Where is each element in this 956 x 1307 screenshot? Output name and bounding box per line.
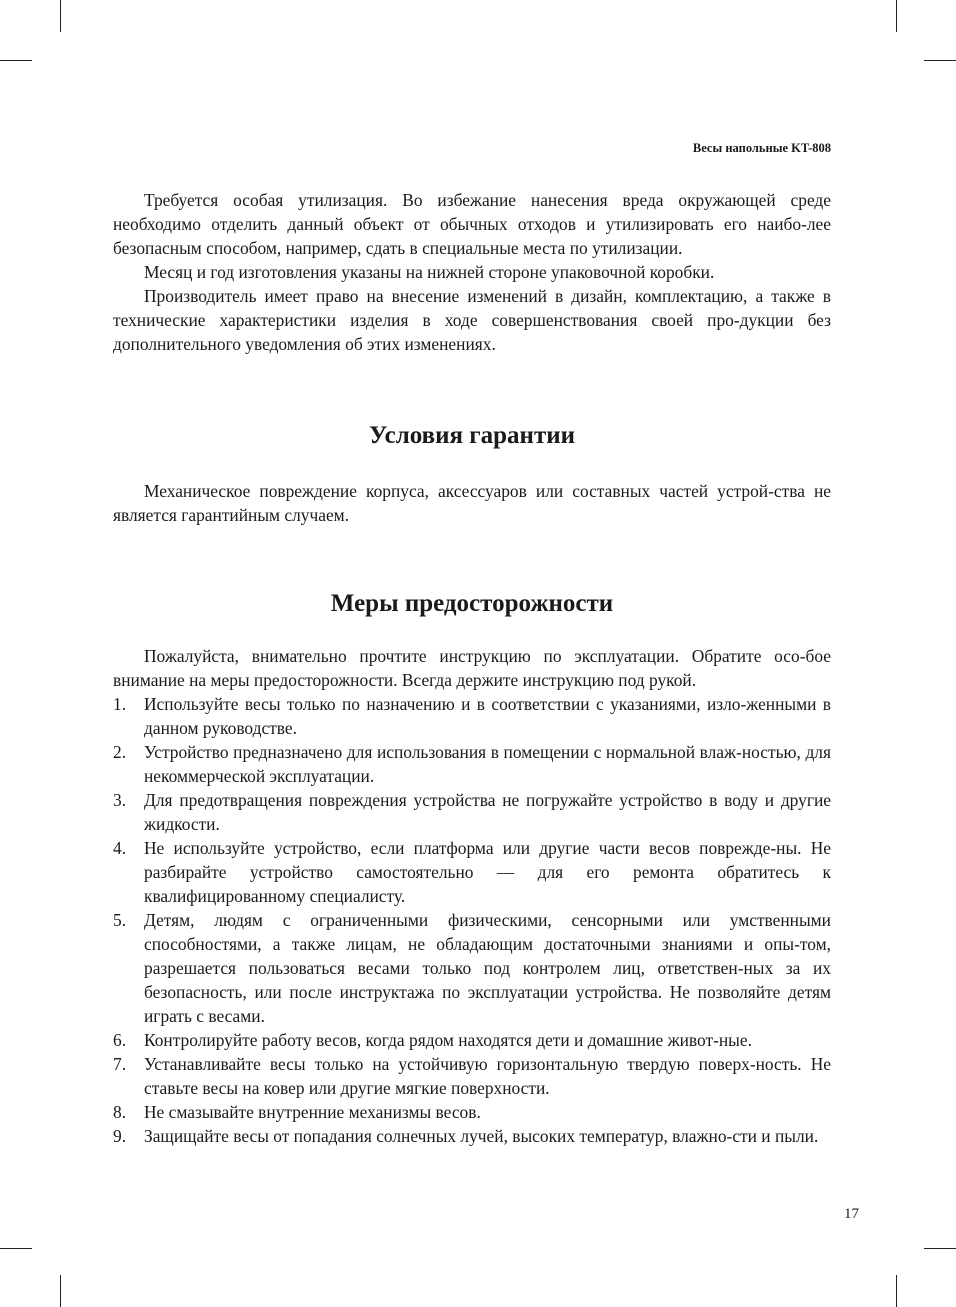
list-item bbox=[113, 836, 831, 908]
list-item bbox=[113, 1124, 831, 1148]
page-number: 17 bbox=[844, 1206, 859, 1222]
crop-mark bbox=[0, 1248, 32, 1249]
list-item-text: Устанавливайте весы только на устойчивую горизонтальную твердую поверх-ность. Не ставьте весы на ковер или другие мягкие поверхности. bbox=[144, 1054, 831, 1098]
list-item-text: Не используйте устройство, если платформа или другие части весов поврежде-ны. Не разбирайте устройство самостоятельно — для его ремонта обратитесь к квалифицированному специалисту. bbox=[144, 838, 831, 906]
list-item-text: Детям, людям с ограниченными физическими, сенсорными или умственными способностями, а также лицам, не обладающим достаточными знаниями и опы-том, разрешается пользоваться весами только под контролем лиц, ответствен-ных за их безопасность, или после инструктажа по эксплуатации устройства. Не позволяйте детям играть с весами. bbox=[144, 910, 831, 1026]
list-item-text: Защищайте весы от попадания солнечных лучей, высоких температур, влажно-сти и пыли. bbox=[144, 1126, 819, 1146]
list-item-text: Для предотвращения повреждения устройства не погружайте устройство в воду и другие жидкости. bbox=[144, 790, 831, 834]
list-item-number: 3. bbox=[113, 790, 127, 810]
running-header: Весы напольные KT-808 bbox=[692, 141, 831, 155]
intro-paragraph-disposal: Требуется особая утилизация. Во избежание нанесения вреда окружающей среде необходимо отделить данный объект от обычных отходов и утилизировать его наибо-лее безопасным способом, например, сдать в специальные места по утилизации. bbox=[113, 190, 831, 258]
warranty-paragraph: Механическое повреждение корпуса, аксессуаров или составных частей устрой-ства не является гарантийным случаем. bbox=[113, 481, 831, 525]
precautions-intro: Пожалуйста, внимательно прочтите инструкцию по эксплуатации. Обратите осо-бое внимание на меры предосторожности. Всегда держите инструкцию под рукой. bbox=[113, 646, 831, 690]
warranty-heading: Условия гарантии bbox=[368, 422, 576, 449]
intro-paragraph-manufacturer-rights: Производитель имеет право на внесение изменений в дизайн, комплектацию, а также в технические характеристики изделия в ходе совершенствования своей про-дукции без дополнительного уведомления об этих изменениях. bbox=[113, 286, 831, 354]
precautions-list bbox=[113, 692, 831, 1148]
list-item-text: Используйте весы только по назначению и в соответствии с указаниями, изло-женными в данном руководстве. bbox=[144, 694, 831, 738]
crop-mark bbox=[896, 0, 897, 32]
list-item bbox=[113, 692, 831, 740]
precautions-heading: Меры предосторожности bbox=[330, 590, 614, 617]
crop-mark bbox=[896, 1275, 897, 1307]
crop-mark bbox=[924, 1248, 956, 1249]
list-item bbox=[113, 908, 831, 1028]
list-item-number: 2. bbox=[113, 742, 127, 762]
intro-paragraph-manufacture-date: Месяц и год изготовления указаны на нижней стороне упаковочной коробки. bbox=[144, 262, 715, 282]
list-item-text: Контролируйте работу весов, когда рядом находятся дети и домашние живот-ные. bbox=[144, 1030, 752, 1050]
crop-mark bbox=[60, 0, 61, 32]
list-item bbox=[113, 788, 831, 836]
list-item-number: 8. bbox=[113, 1102, 127, 1122]
list-item-number: 7. bbox=[113, 1054, 127, 1074]
list-item-number: 5. bbox=[113, 910, 127, 930]
list-item bbox=[113, 740, 831, 788]
list-item bbox=[113, 1028, 831, 1052]
list-item bbox=[113, 1100, 831, 1124]
crop-mark bbox=[0, 60, 32, 61]
list-item-text: Устройство предназначено для использования в помещении с нормальной влаж-ностью, для некоммерческой эксплуатации. bbox=[144, 742, 831, 786]
list-item-text: Не смазывайте внутренние механизмы весов. bbox=[144, 1102, 481, 1122]
list-item-number: 4. bbox=[113, 838, 127, 858]
list-item-number: 9. bbox=[113, 1126, 127, 1146]
list-item bbox=[113, 1052, 831, 1100]
list-item-number: 1. bbox=[113, 694, 127, 714]
crop-mark bbox=[924, 60, 956, 61]
crop-mark bbox=[60, 1275, 61, 1307]
list-item-number: 6. bbox=[113, 1030, 127, 1050]
